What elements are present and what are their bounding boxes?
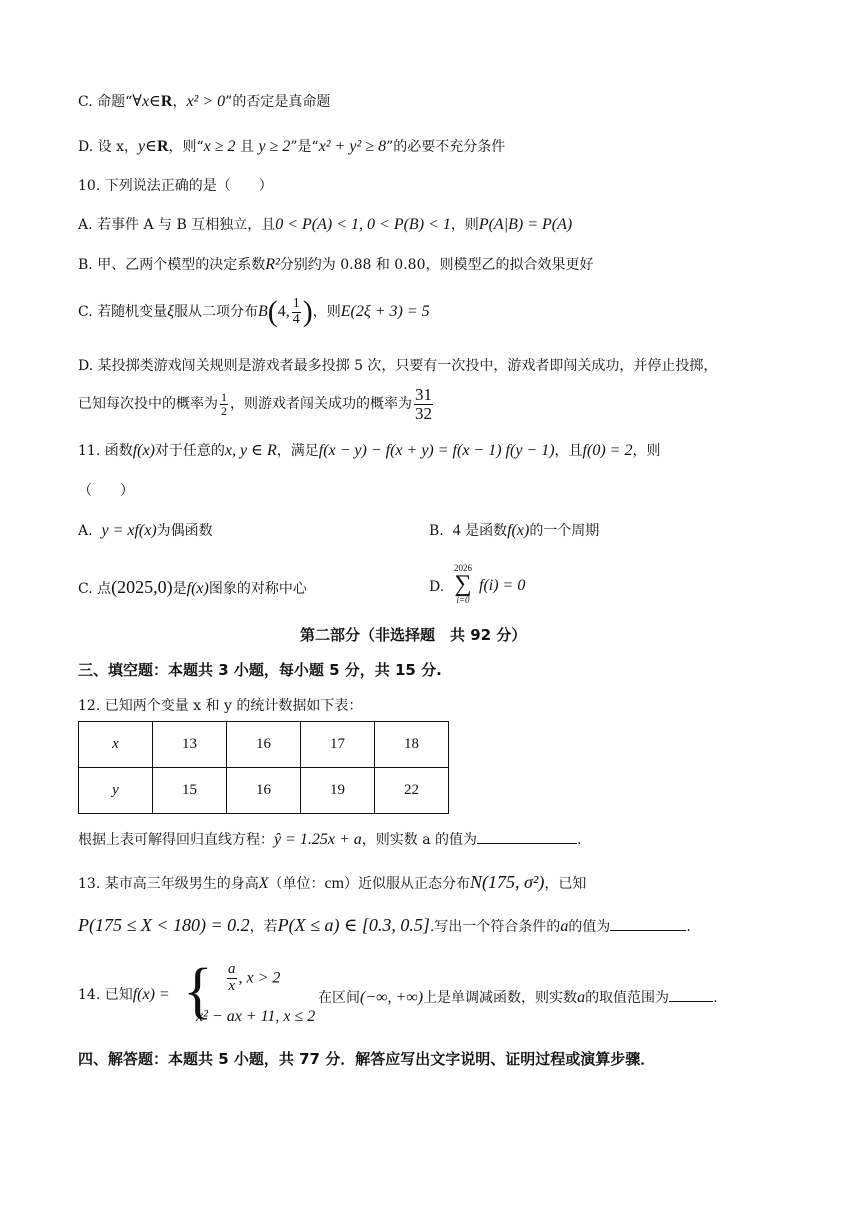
q10-c-b: B: [257, 303, 268, 320]
q10-c-four: 4,: [277, 303, 290, 320]
table-cell: 16: [227, 722, 301, 768]
q9-c-forall: ∀x∈: [132, 93, 161, 110]
q9-d-mid: ，则“: [168, 139, 204, 155]
q12-after: [78, 829, 582, 848]
q13-t6: .写出一个符合条件的: [429, 919, 561, 935]
q14-rest: [318, 987, 718, 1006]
q10-c-text1: C. 若随机变量: [78, 304, 168, 320]
q9-c-end: ”的否定是真命题: [225, 94, 331, 110]
q10-a-expr2: P(A|B) = P(A): [478, 216, 573, 233]
q10-d-line2: [78, 383, 435, 425]
q13-X: X: [258, 875, 269, 892]
q14-case1-num: a: [228, 961, 236, 977]
q11-b-four: 4: [452, 522, 461, 539]
q10-b-r2: R²: [265, 256, 280, 273]
q11-f0: f(0) = 2: [582, 442, 633, 459]
q10-option-b: [78, 257, 593, 273]
q9-d-expr2: y ≥ 2: [258, 138, 291, 155]
section3-heading: 三、填空题：本题共 3 小题，每小题 5 分，共 15 分.: [78, 661, 442, 679]
q11-a-text: 为偶函数: [156, 523, 213, 539]
q10-c-num: 1: [292, 295, 300, 311]
q10-option-a: [78, 217, 572, 233]
q14-case1-cond: , x > 2: [238, 969, 281, 987]
q12-stem: 12. 已知两个变量 x 和 y 的统计数据如下表：: [78, 698, 363, 714]
q10-d-half: [220, 391, 228, 417]
q11-t2: ，满足: [276, 443, 319, 459]
q14-brace: {: [183, 957, 213, 1025]
q9-d-label: D. 设 x，: [78, 139, 138, 155]
q14-case2: x² − ax + 11, x ≤ 2: [196, 1008, 316, 1025]
q10-d-answer-frac: [414, 386, 433, 423]
q12-table: [78, 721, 449, 814]
q9-d-expr3: x² + y² ≥ 8: [318, 138, 387, 155]
table-cell: 17: [301, 722, 375, 768]
table-row: [79, 768, 449, 814]
q11-eq: f(x − y) − f(x + y) = f(x − 1) f(y − 1): [318, 442, 555, 459]
q10-d-half-den: 2: [221, 403, 227, 418]
section4-heading: 四、解答题：本题共 5 小题，共 77 分．解答应写出文字说明、证明过程或演算步骤．: [78, 1050, 656, 1068]
q11-xy: x, y ∈ R: [224, 442, 277, 459]
q9-d-reals: R: [156, 138, 169, 155]
q10-a-expr: 0 < P(A) < 1, 0 < P(B) < 1: [275, 216, 451, 233]
q13-a: a: [560, 918, 569, 935]
q11-d-summation: [454, 563, 472, 605]
q12-answer-blank[interactable]: [477, 829, 577, 844]
q10-d-line1: D. 某投掷类游戏闯关规则是游戏者最多投掷 5 次，只要有一次投中，游戏者即闯关成功，并停止投掷，: [78, 358, 718, 374]
q14-t2: 在区间: [318, 990, 360, 1006]
q10-c-rparen: ): [302, 295, 313, 328]
q12-after1: 根据上表可解得回归直线方程：: [78, 832, 274, 848]
q10-stem: 10. 下列说法正确的是（ ）: [78, 178, 273, 194]
q11-b-label: B.: [429, 523, 444, 539]
q11-t3: ，且: [554, 443, 583, 459]
q9-d-is: ”是“: [290, 139, 319, 155]
q11-t4: ，则: [632, 443, 661, 459]
q11-d-expr: f(i) = 0: [479, 577, 526, 594]
q13-line1: [78, 873, 586, 892]
q11-d-label: D.: [429, 579, 445, 595]
q12-regression: ŷ = 1.25x + a: [274, 831, 362, 848]
q9-d-y: y∈: [137, 138, 157, 155]
q14-case1: [225, 962, 280, 995]
q11-d-upper: 2026: [454, 563, 472, 573]
q11-option-c: [78, 578, 307, 597]
q11-t1: 对于任意的: [154, 443, 225, 459]
q13-t4: ，已知: [544, 876, 587, 892]
q13-answer-blank[interactable]: [610, 916, 686, 931]
q10-c-den: 4: [292, 311, 300, 327]
table-cell: y: [79, 768, 153, 814]
q10-d-frac-num: 31: [415, 384, 432, 404]
q9-d-expr1: x ≥ 2: [203, 138, 236, 155]
q14-t1: 14. 已知: [78, 987, 133, 1003]
q10-d-text2: ，则游戏者闯关成功的概率为: [230, 396, 412, 412]
q12-end: .: [577, 832, 582, 848]
q10-d-half-num: 1: [221, 389, 227, 404]
q14-t3: 上是单调减函数，则实数: [423, 990, 578, 1006]
q11-b-fx: f(x): [507, 522, 530, 539]
q10-option-c: [78, 292, 430, 332]
q10-d-frac-den: 32: [415, 403, 432, 423]
q14-answer-blank[interactable]: [669, 987, 713, 1002]
table-row: [79, 722, 449, 768]
q14-interval: (−∞, +∞): [360, 989, 424, 1006]
q11-c-point: (2025,0): [111, 577, 173, 597]
q11-stem: [78, 443, 660, 459]
part2-heading: 第二部分（非选择题 共 92 分）: [300, 626, 527, 644]
q10-c-xi: ξ: [167, 303, 174, 320]
q9-option-d: [78, 139, 505, 155]
q13-expr2: P(X ≤ a) ∈ [0.3, 0.5]: [277, 915, 430, 935]
q11-option-b: [429, 523, 599, 539]
q11-a-expr: y = xf(x): [101, 522, 157, 539]
q13-t7: 的值为: [568, 919, 611, 935]
q11-c-text1: 是: [172, 581, 187, 597]
q10-d-text1: 已知每次投中的概率为: [78, 396, 218, 412]
q14-case1-den: x: [228, 977, 236, 994]
table-cell: 22: [375, 768, 449, 814]
q11-paren: （ ）: [78, 483, 134, 499]
q11-d-lower: i=0: [456, 595, 470, 605]
q13-normal: N(175, σ²): [470, 872, 545, 892]
q10-b-text1: B. 甲、乙两个模型的决定系数: [78, 257, 266, 273]
table-cell: x: [79, 722, 153, 768]
q13-t3: ）近似服从正态分布: [344, 876, 471, 892]
q13-line2: [78, 916, 691, 935]
q9-c-label: C. 命题“: [78, 94, 133, 110]
q10-c-fraction: [292, 297, 301, 327]
q10-c-lparen: (: [267, 295, 278, 328]
table-cell: 15: [153, 768, 227, 814]
q13-t5: ，若: [249, 919, 278, 935]
q11-b-text2: 的一个周期: [529, 523, 600, 539]
q13-t2: （单位：: [268, 876, 325, 892]
q10-a-then: ，则: [450, 217, 479, 233]
q13-expr1: P(175 ≤ X < 180) = 0.2: [78, 915, 250, 935]
q13-t1: 13. 某市高三年级男生的身高: [78, 876, 259, 892]
q11-c-label: C. 点: [78, 581, 112, 597]
table-cell: 19: [301, 768, 375, 814]
table-cell: 13: [153, 722, 227, 768]
q11-d-sigma: ∑: [454, 571, 472, 597]
q11-option-a: [78, 523, 213, 539]
q11-fx: f(x): [132, 442, 155, 459]
q12-after2: ，则实数 a 的值为: [361, 832, 478, 848]
q9-d-end: ”的必要不充分条件: [386, 139, 506, 155]
q11-c-text2: 图象的对称中心: [208, 581, 307, 597]
q9-c-sep: ，: [172, 94, 187, 110]
q14-a: a: [577, 989, 586, 1006]
q11-a-label: A.: [78, 523, 93, 539]
q13-end: .: [686, 919, 691, 935]
q14-end: .: [713, 990, 718, 1006]
q10-a-text: A. 若事件 A 与 B 互相独立，且: [78, 217, 276, 233]
table-cell: 18: [375, 722, 449, 768]
table-cell: 16: [227, 768, 301, 814]
q9-c-expr: x² > 0: [186, 93, 226, 110]
q14-lead: [78, 987, 170, 1003]
q13-cm: cm: [324, 875, 345, 892]
q11-b-text1: 是函数: [465, 523, 508, 539]
q10-c-expr: E(2ξ + 3) = 5: [340, 303, 430, 320]
q14-fx: f(x) =: [132, 986, 170, 1003]
q11-num: 11. 函数: [78, 443, 133, 459]
q10-b-text2: 分别约为 0.88 和 0.80，则模型乙的拟合效果更好: [279, 257, 594, 273]
q14-t4: 的取值范围为: [585, 990, 670, 1006]
q10-c-then: ，则: [312, 304, 341, 320]
q9-c-reals: R: [160, 93, 173, 110]
q11-c-fx: f(x): [186, 580, 209, 597]
q9-option-c: [78, 94, 330, 110]
q9-d-and: 且: [235, 139, 259, 155]
q14-case1-frac: [227, 962, 237, 995]
q10-c-text2: 服从二项分布: [173, 304, 258, 320]
